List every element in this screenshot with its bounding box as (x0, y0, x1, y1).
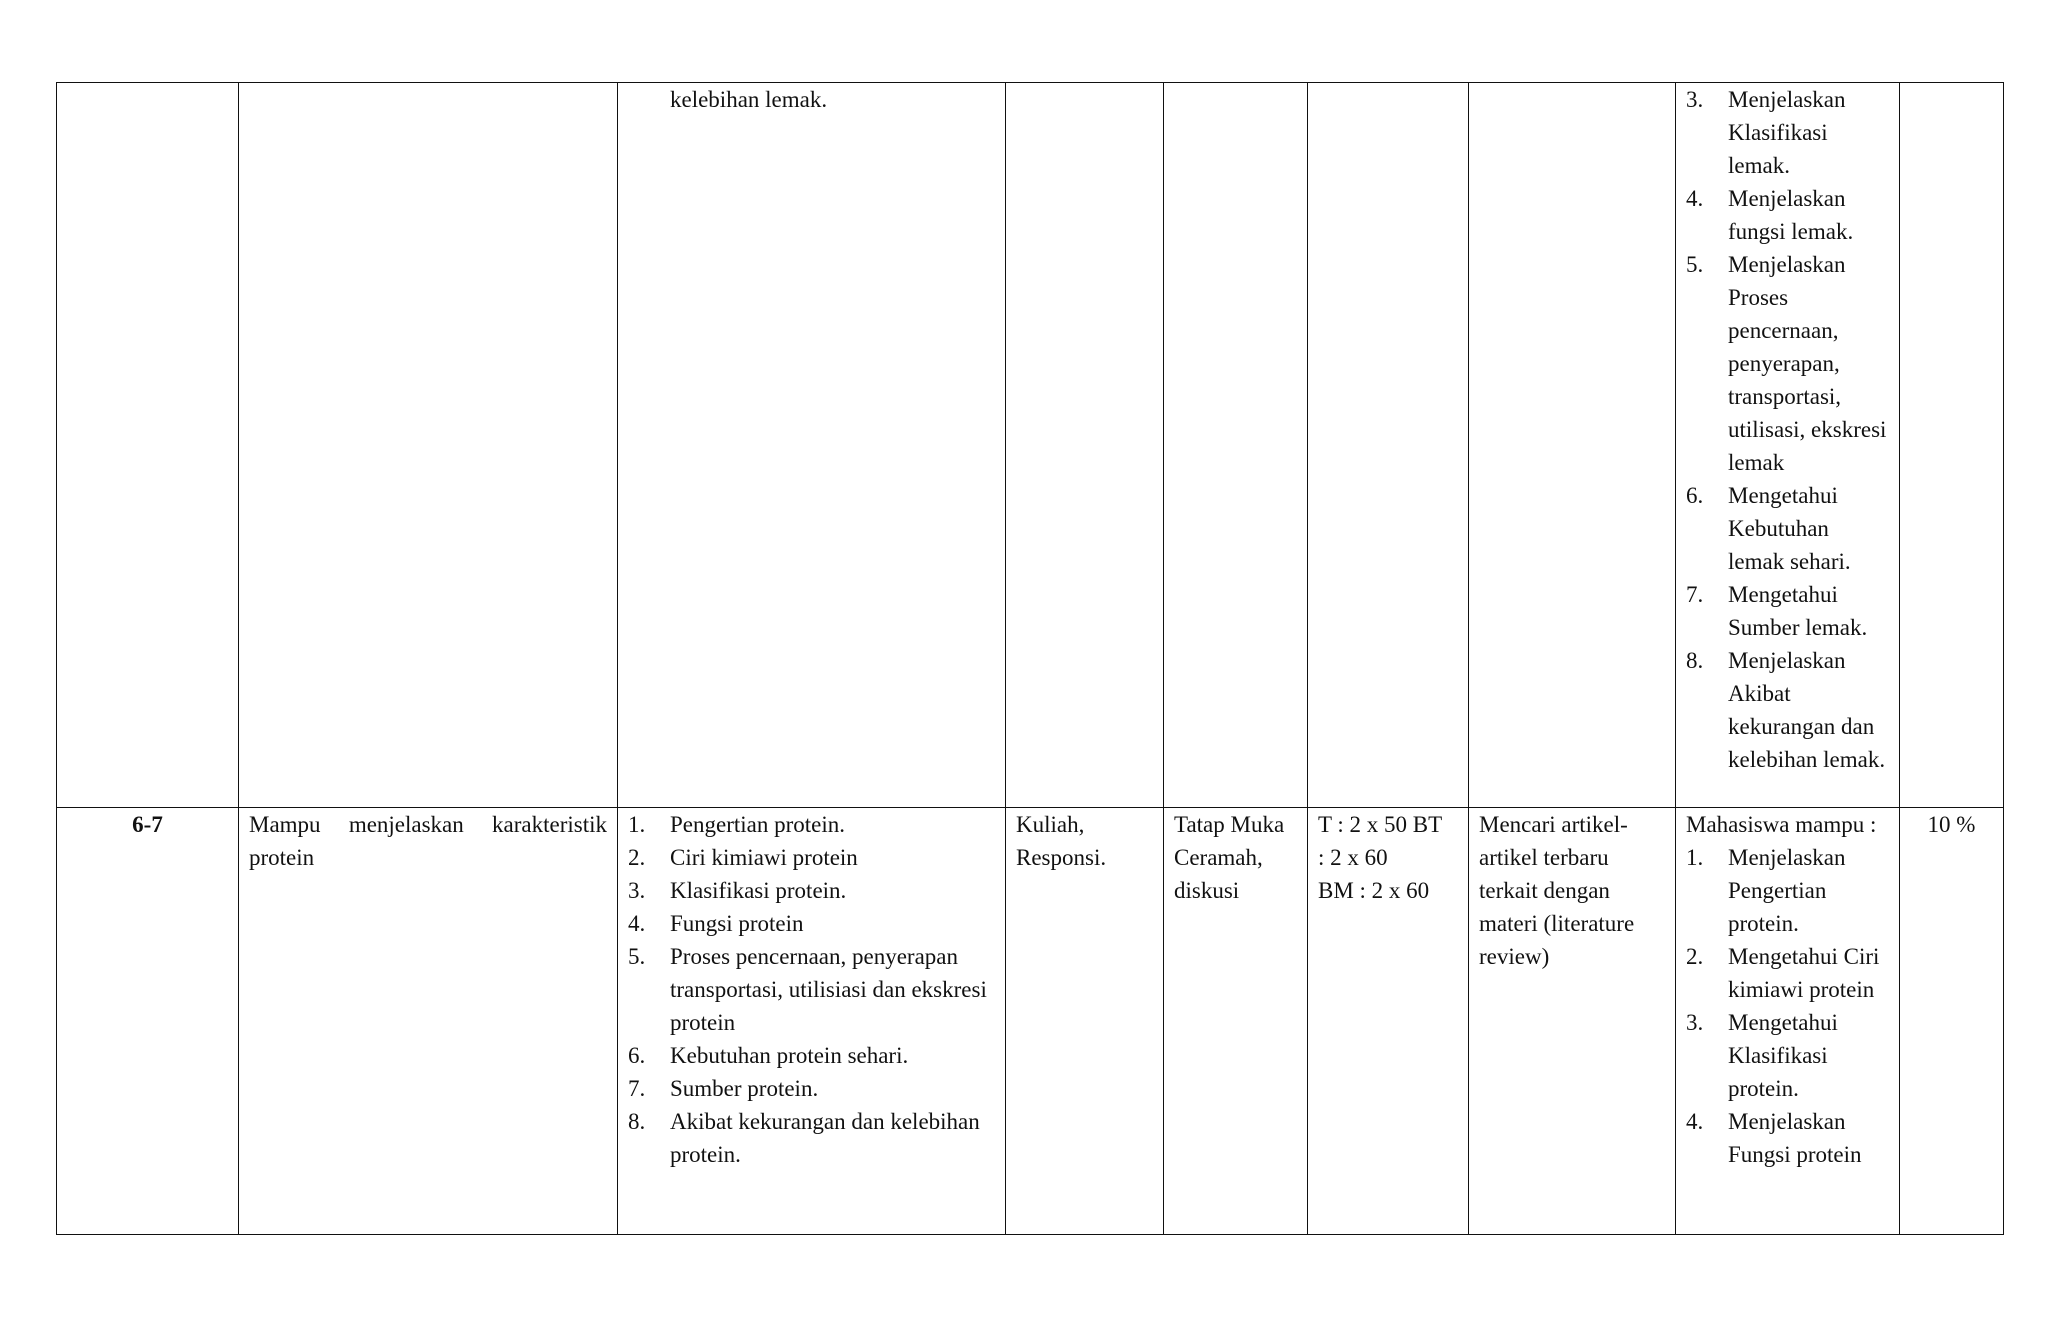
method-form-cell (1006, 83, 1164, 808)
item-number: 8. (628, 1109, 646, 1134)
list-item (1686, 83, 1889, 182)
week-cell: 6-7 (57, 808, 239, 1235)
list-item (1686, 578, 1889, 644)
indicator-cell (1676, 808, 1900, 1235)
item-text: Akibat kekurangan dan kelebihan protein. (670, 1109, 980, 1167)
list-item (1686, 182, 1889, 248)
item-number: 1. (1686, 845, 1704, 870)
item-text: Menjelaskan fungsi lemak. (1728, 186, 1854, 244)
week-cell (57, 83, 239, 808)
indicator-list (1686, 841, 1889, 1171)
item-number: 4. (1686, 186, 1704, 211)
item-number: 1. (628, 812, 646, 837)
competency-cell: Mampu menjelaskan karakteristik protein (239, 808, 618, 1235)
item-text: Sumber protein. (670, 1076, 819, 1101)
item-text: Menjelaskan Pengertian protein. (1728, 845, 1846, 936)
time-line: BM : 2 x 60 (1318, 878, 1430, 903)
time-line: : 2 x 60 (1318, 845, 1388, 870)
item-text: Menjelaskan Proses pencernaan, penyerapan, transportasi, utilisasi, ekskresi lemak (1728, 252, 1887, 475)
item-number: 4. (628, 911, 646, 936)
item-number: 7. (628, 1076, 646, 1101)
time-cell (1308, 808, 1469, 1235)
item-number: 6. (1686, 483, 1704, 508)
task-cell (1469, 83, 1676, 808)
item-text: Mengetahui Ciri kimiawi protein (1728, 944, 1880, 1002)
list-item (628, 841, 995, 874)
list-item (628, 907, 995, 940)
item-text: Mengetahui Sumber lemak. (1728, 582, 1868, 640)
material-tail: kelebihan lemak. (670, 87, 828, 112)
indicator-list (1686, 83, 1889, 776)
list-item (1686, 841, 1889, 940)
item-text: Mengetahui Klasifikasi protein. (1728, 1010, 1838, 1101)
method-type-cell (1164, 83, 1308, 808)
syllabus-table (56, 82, 2004, 1235)
item-number: 3. (628, 878, 646, 903)
item-text: Menjelaskan Klasifikasi lemak. (1728, 87, 1846, 178)
list-item (1686, 644, 1889, 776)
material-cell (618, 808, 1006, 1235)
table-row (57, 83, 2004, 808)
list-item (1686, 940, 1889, 1006)
item-number: 8. (1686, 648, 1704, 673)
list-item (628, 874, 995, 907)
item-text: Menjelaskan Fungsi protein (1728, 1109, 1862, 1167)
time-line: T : 2 x 50 BT (1318, 812, 1443, 837)
item-number: 3. (1686, 87, 1704, 112)
list-item (628, 1072, 995, 1105)
item-number: 2. (1686, 944, 1704, 969)
item-number: 6. (628, 1043, 646, 1068)
list-item (1686, 1006, 1889, 1105)
item-number: 2. (628, 845, 646, 870)
weight-cell (1900, 83, 2004, 808)
weight-cell: 10 % (1900, 808, 2004, 1235)
item-text: Pengertian protein. (670, 812, 846, 837)
list-item (1686, 1105, 1889, 1171)
item-number: 5. (628, 944, 646, 969)
competency-cell (239, 83, 618, 808)
indicator-cell (1676, 83, 1900, 808)
item-text: Klasifikasi protein. (670, 878, 847, 903)
item-number: 5. (1686, 252, 1704, 277)
item-number: 7. (1686, 582, 1704, 607)
list-item (628, 1105, 995, 1171)
item-text: Ciri kimiawi protein (670, 845, 858, 870)
material-list (628, 808, 995, 1171)
item-text: Proses pencernaan, penyerapan transportasi, utilisiasi dan ekskresi protein (670, 944, 987, 1035)
list-item (1686, 248, 1889, 479)
method-type-cell: Tatap Muka Ceramah, diskusi (1164, 808, 1308, 1235)
list-item (628, 940, 995, 1039)
item-text: Menjelaskan Akibat kekurangan dan kelebihan lemak. (1728, 648, 1886, 772)
item-number: 4. (1686, 1109, 1704, 1134)
item-text: Fungsi protein (670, 911, 804, 936)
method-form-cell: Kuliah, Responsi. (1006, 808, 1164, 1235)
item-text: Kebutuhan protein sehari. (670, 1043, 909, 1068)
list-item (628, 1039, 995, 1072)
list-item (1686, 479, 1889, 578)
item-number: 3. (1686, 1010, 1704, 1035)
list-item (628, 808, 995, 841)
task-cell: Mencari artikel-artikel terbaru terkait dengan materi (literature review) (1469, 808, 1676, 1235)
material-cell (618, 83, 1006, 808)
time-cell (1308, 83, 1469, 808)
item-text: Mengetahui Kebutuhan lemak sehari. (1728, 483, 1851, 574)
table-row (57, 808, 2004, 1235)
indicator-intro: Mahasiswa mampu : (1686, 812, 1877, 837)
